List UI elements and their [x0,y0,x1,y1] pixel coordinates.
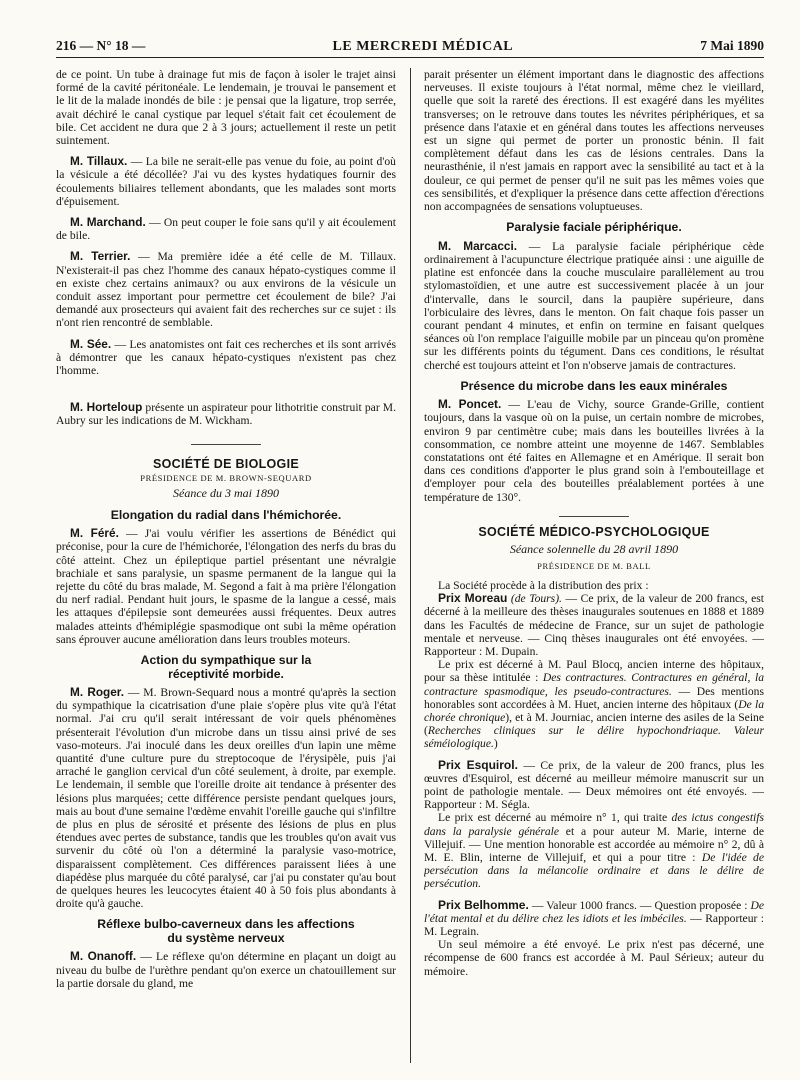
presidence-line: PRÉSIDENCE DE M. BALL [537,560,651,571]
prize-intro: La Société procède à la distribution des prix : [438,578,649,592]
right-column [424,68,764,1063]
society-heading: SOCIÉTÉ MÉDICO-PSYCHOLOGIQUE [478,524,710,539]
speaker-name: M. Féré. [70,526,119,541]
page-header [56,38,764,58]
article-heading: Présence du microbe dans les eaux minérales [460,378,728,393]
left-column [56,68,396,1063]
prize-name: Prix Moreau [438,591,508,606]
journal-page [56,38,764,1068]
speaker-name: M. Roger. [70,685,125,699]
paragraph-belhomme-award: Un seul mémoire a été envoyé. Le prix n'est pas décerné, une récompense de 600 francs est accordée à M. Paul Sérieux; auteur du mémoire. [424,938,764,978]
article-heading: Elongation du radial dans l'hémichorée. [110,507,342,522]
paragraph-onanoff: M. Onanoff. — Le réflexe qu'on détermine en plaçant un doigt au niveau du bulbe de l'urèthre pendant qu'on exerce un chatouillement sur la partie dorsale du gland, me [56,949,396,990]
article-heading: Paralysie faciale périphérique. [506,220,682,235]
continuation-paragraph: de ce point. Un tube à drainage fut mis de façon à isoler le trajet ainsi formé de la cavité péritonéale. Le lendemain, je trouvai le pansement et le lit de la malade inondés de bile : je pensai que la ligature, trop serrée, avait déchiré le canal cystique par lequel s'était fait cet écoulement de bile. Cet accident ne dura que 2 à 3 jours; actuellement il reste un petit suintement. [56,68,396,148]
seance-line: Séance solennelle du 28 avril 1890 [509,541,679,556]
paragraph-marchand: M. Marchand. — On peut couper le foie sans qu'il y ait écoulement de bile. [56,215,396,243]
society-heading: SOCIÉTÉ DE BIOLOGIE [153,456,299,471]
section-rule [559,516,629,517]
paragraph-poncet: M. Poncet. — L'eau de Vichy, source Grande-Grille, contient toujours, dans la vasque où on la puise, un certain nombre de microbes, environ 9 par centimètre cube; mais dans les bouteilles livrées à la consommation, ce nombre atteint une moyenne de 1467. Semblables constatations ont été faites en Allemagne et en Amérique. Il serait bon dans ces conditions d'apporter le plus grand soin à l'embouteillage et d'employer pour cela des bouteilles préalablement portées à une température de 130°. [424,397,764,504]
paragraph-prix-belhomme: Prix Belhomme. — Valeur 1000 francs. — Question proposée : De l'état mental et du délire chez les idiots et les imbéciles. — Rapporteur : M. Legrain. [424,897,764,938]
paragraph-tillaux: M. Tillaux. — La bile ne serait-elle pas venue du foie, au point d'où la vésicule a été décollée? J'ai vu des kystes hydatiques fournir des écoulements biliaires tellement abondants, que les malades sont morts d'épuisement. [56,154,396,208]
speaker-name: M. Sée. [70,336,112,351]
column-divider [410,68,411,1063]
paragraph-moreau-award: Le prix est décerné à M. Paul Blocq, ancien interne des hôpitaux, pour sa thèse intitulée : Des contractures. Contractures en général, la contracture spasmodique, les pseudo-contractures. — Des mentions honorables sont accordées à M. Huet, ancien interne des hôpitaux (De la chorée chronique), et à M. Journiac, ancien interne des asiles de la Seine (Recherches cliniques sur le délire hypochondriaque. Valeur séméiologique.) [424,658,764,751]
speaker-name: M. Terrier. [70,249,131,264]
section-rule [191,444,261,445]
speaker-name: M. Poncet. [438,397,502,412]
article-heading: Réflexe bulbo-caverneux dans les affections du système nerveux [97,917,355,945]
speaker-name: M. Marcacci. [438,238,518,253]
paragraph-roger: M. Roger. — M. Brown-Sequard nous a montré qu'après la section du sympathique la cicatrisation d'une plaie s'opère plus vite qu'à l'état normal. J'ai cru qu'il serait intéressant de voir quels phénomènes présenterait l'évolution d'un microbe dans un tissu ainsi privé de ses vaso-moteurs. J'ai inoculé dans les deux oreilles d'un lapin une même quantité d'une culture pure du streptocoque de l'érysipèle, puis j'ai arraché le ganglion cervical d'un côté seulement, à droite, par exemple. Le lendemain, il semble que l'oreille droite ait tendance à présenter des lésions plus marquées; cette différence persiste pendant quelques jours, mais au bout d'une semaine l'œdème envahit l'oreille gauche qui s'infiltre de plus en plus de sérosité et présente des lésions de plus en plus étendues avec pertes de substance, tandis que les troubles qu'on avait vus survenir du côté où l'on a déterminé la paralysie vaso-motrice, disparaissent complètement. Ces différences paraissent liées à une diapédèse plus marquée du côté paralysé, car j'ai pu constater qu'au bout de quelques heures les leucocytes étaient 40 à 50 fois plus abondants à droite qu'à gauche. [56,685,396,911]
paragraph-prix-moreau: Prix Moreau (de Tours). — Ce prix, de la valeur de 200 francs, est décerné à la meilleure des thèses inaugurales soutenues en 1888 et 1889 dans les Facultés de médecine de France, sur un sujet de pathologie mentale et nerveuse. — Cinq thèses inaugurales ont été envoyées. — Rapporteur : M. Dupain. [424,591,764,658]
speaker-name: M. Marchand. [70,215,146,230]
presidence-line: PRÉSIDENCE DE M. BROWN-SEQUARD [140,472,312,483]
prize-name: Prix Esquirol. [438,757,518,772]
speaker-name: M. Onanoff. [70,949,137,964]
seance-line: Séance du 3 mai 1890 [173,485,279,500]
paragraph-esquirol-award: Le prix est décerné au mémoire n° 1, qui traite des ictus congestifs dans la paralysie générale et a pour auteur M. Marie, interne de Villejuif. — Une mention honorable est accordée au mémoire n° 2, dû à M. E. Blin, interne de Villejuif, et qui a pour titre : De l'idée de persécution dans la mélancolie ordinaire et dans le délire de persécution. [424,811,764,891]
paragraph-see: M. Sée. — Les anatomistes ont fait ces recherches et ils sont arrivés à démontrer que les canaux hépato-cystiques n'existent pas chez l'homme. [56,336,396,378]
issue-date: 7 Mai 1890 [700,38,764,53]
speaker-name: M. Horteloup [70,400,143,415]
page-number: 216 — N° 18 — [56,38,146,53]
article-heading: Action du sympathique sur la réceptivité morbide. [140,653,312,681]
paragraph-horteloup: M. Horteloup présente un aspirateur pour lithotritie construit par M. Aubry sur les indications de M. Wickham. [56,400,396,428]
paragraph-fere: M. Féré. — J'ai voulu vérifier les assertions de Bénédict qui préconise, pour la cure de l'hémichorée, l'élongation des nerfs du bras du côté atteint. Chez un épileptique partiel présentant une névralgie brachiale et sans paralysie, un spasme permanent de la langue qui la rejette du côté du bras malade, M. Segond a fait à ma prière l'élongation du nerf radial. Pendant huit jours, le spasme de la langue a cessé, mais les attaques d'épilepsie sont demeurées aussi fréquentes. Deux autres malades atteints d'hémiplégie spasmodique ont subi la même opération sans éprouver aucune amélioration dans leurs troubles moteurs. [56,526,396,646]
paragraph-terrier: M. Terrier. — Ma première idée a été celle de M. Tillaux. N'existerait-il pas chez l'homme des canaux hépato-cystiques comme il en existe chez certains animaux? ou aux environs de la vésicule un conduit assez important pour permettre cet écoulement de bile? J'ai demandé aux prosecteurs qui avaient fait des recherches sur ce sujet : ils n'ont rien rencontré de semblable. [56,249,396,330]
two-column-body [56,68,764,1063]
continuation-paragraph: parait présenter un élément important dans le diagnostic des affections nerveuses. Il existe toujours à l'état normal, même chez le vieillard, quelle que soit la rareté des érections. Il est exagéré dans les myélites transverses; on le retrouve dans toutes les névrites périphériques, et sa présence dans l'ataxie et en général dans toutes les affections nerveuses est un signe qui permet de porter un pronostic bénin. Il fait complètement défaut dans les cas de lésions centrales. Dans la neurasthénie, il n'est jamais en rapport avec la sensibilité au tact et à la douleur, ce qui permet de penser qu'il ne suit pas les mêmes voies que ces sensibilités, et d'expliquer la présence dans cette affection d'érections non accompagnées de sensations voluptueuses. [424,68,764,214]
prize-name: Prix Belhomme. [438,897,529,912]
journal-title: LE MERCREDI MÉDICAL [332,39,514,54]
paragraph-prix-esquirol: Prix Esquirol. — Ce prix, de la valeur de 200 francs, plus les œuvres d'Esquirol, est décerné au meilleur mémoire manuscrit sur un point de pathologie mentale. — Deux mémoires ont été envoyés. — Rapporteur : M. Ségla. [424,757,764,812]
speaker-name: M. Tillaux. [70,154,128,169]
paragraph-marcacci: M. Marcacci. — La paralysie faciale périphérique cède ordinairement à l'acupuncture électrique pratiquée ainsi : une aiguille de platine est enfoncée dans la couche musculaire parallèlement au trou stylomastoïdien, et une autre est successivement placée à un jour d'intervalle, dans le sourcil, dans la paupière supérieure, dans l'orbiculaire des lèvres, dans le menton. On fait chaque fois passer un courant pendant 4 minutes, et enfin on termine en faisant quelques séances où l'on remplace l'aiguille mobile par un pinceau qu'on promène sur les différents points du tégument. Dans ces conditions, le résultat cherché est toujours atteint et l'on n'observe jamais de contractures. [424,238,764,372]
